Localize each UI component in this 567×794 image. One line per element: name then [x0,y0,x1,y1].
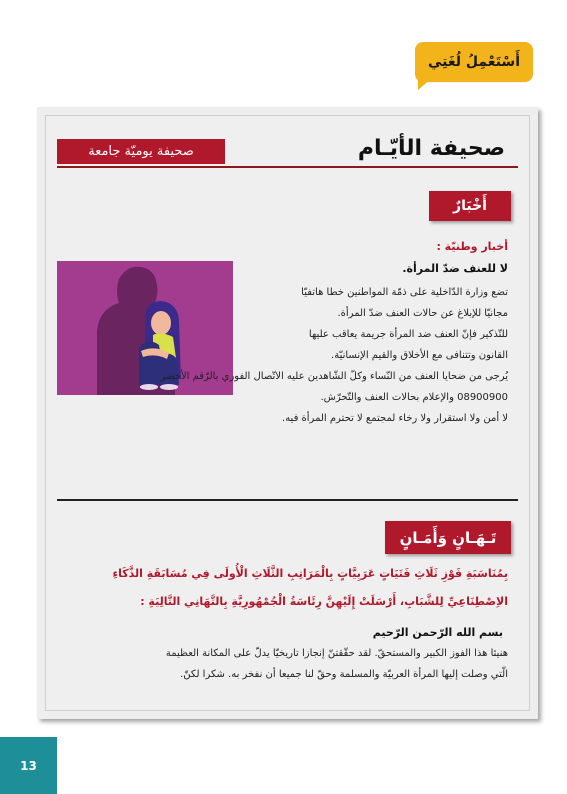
section-tag-label: أَسْتَعْمِلُ لُغَتِي [428,54,520,70]
newspaper-card [37,107,538,719]
congrats-section-heading: تَـهَـانٍ وَأَمَـانٍ [385,521,511,554]
news-line: القانون وتتنافى مع الأخلاق والقيم الإنسانيّة. [331,350,508,361]
section-divider [57,499,518,501]
section-tag-tail [418,78,432,90]
congrats-line: الّتي وصلت إليها المرأة العربيّة والمسلمة وحقّ لنا جميعا أن نفخر به. شكرا لكنّ. [180,669,508,680]
section-tag [415,42,533,82]
news-line: للتّذكير فإنّ العنف ضد المرأة جريمة يعاقب عليها [308,329,508,340]
news-line: يُرجى من ضحايا العنف من النّساء وكلّ الشّاهدين عليه الاتّصال الفوري بالرّقم الأخضر [160,371,508,382]
news-line: مجانيّا للإبلاغ عن حالات العنف ضدّ المرأة. [337,308,508,319]
newspaper-title: صحيفة الأيّـام [357,136,505,161]
congrats-line: هنيئا هذا الفوز الكبير والمستحقّ. لقد حقّقتنّ إنجازا تاريخيّا يدلّ على المكانة العظيمة [165,648,508,659]
news-headline: لا للعنف ضدّ المرأة. [402,262,508,275]
congrats-intro [57,560,508,616]
news-line: 08900900 والإعلام بحالات العنف والتّحرّش. [320,392,508,403]
news-line: لا أمن ولا استقرار ولا رخاء لمجتمع لا تحترم المرأة فيه. [282,413,508,424]
news-body [161,282,508,429]
newspaper-inner [45,115,530,711]
congrats-intro-line: بِمُنَاسَبَةِ فَوْزِ ثَلَاثِ فَتَيَاتٍ عَرَبِيَّاتٍ بِالْمَرَاتِبِ الثَّلَاثِ الْأُولَى فِي مُسَابَقَةِ الذَّكَاءِ [112,567,508,580]
newspaper-badge: صحيفة يوميّة جامعة [57,139,225,164]
congrats-intro-line: الاِصْطِنَاعِيِّ لِلشَّبَابِ، أَرْسَلَتْ إِلَيْهِنَّ رِئَاسَةُ الْجُمْهُورِيَّةِ بِالتَّهَانِي التَّالِيَةِ : [140,595,508,608]
page-number: 13 [0,737,57,794]
basmala: بسم الله الرّحمن الرّحيم [372,626,503,639]
congrats-body [166,643,508,685]
masthead-rule [57,166,518,168]
news-section-heading: أَخْبَارٌ [429,191,511,221]
news-category: أخبار وطنيّة : [436,240,508,253]
news-line: تضع وزارة الدّاخلية على ذمّة المواطنين خطا هاتفيّا [301,287,508,298]
